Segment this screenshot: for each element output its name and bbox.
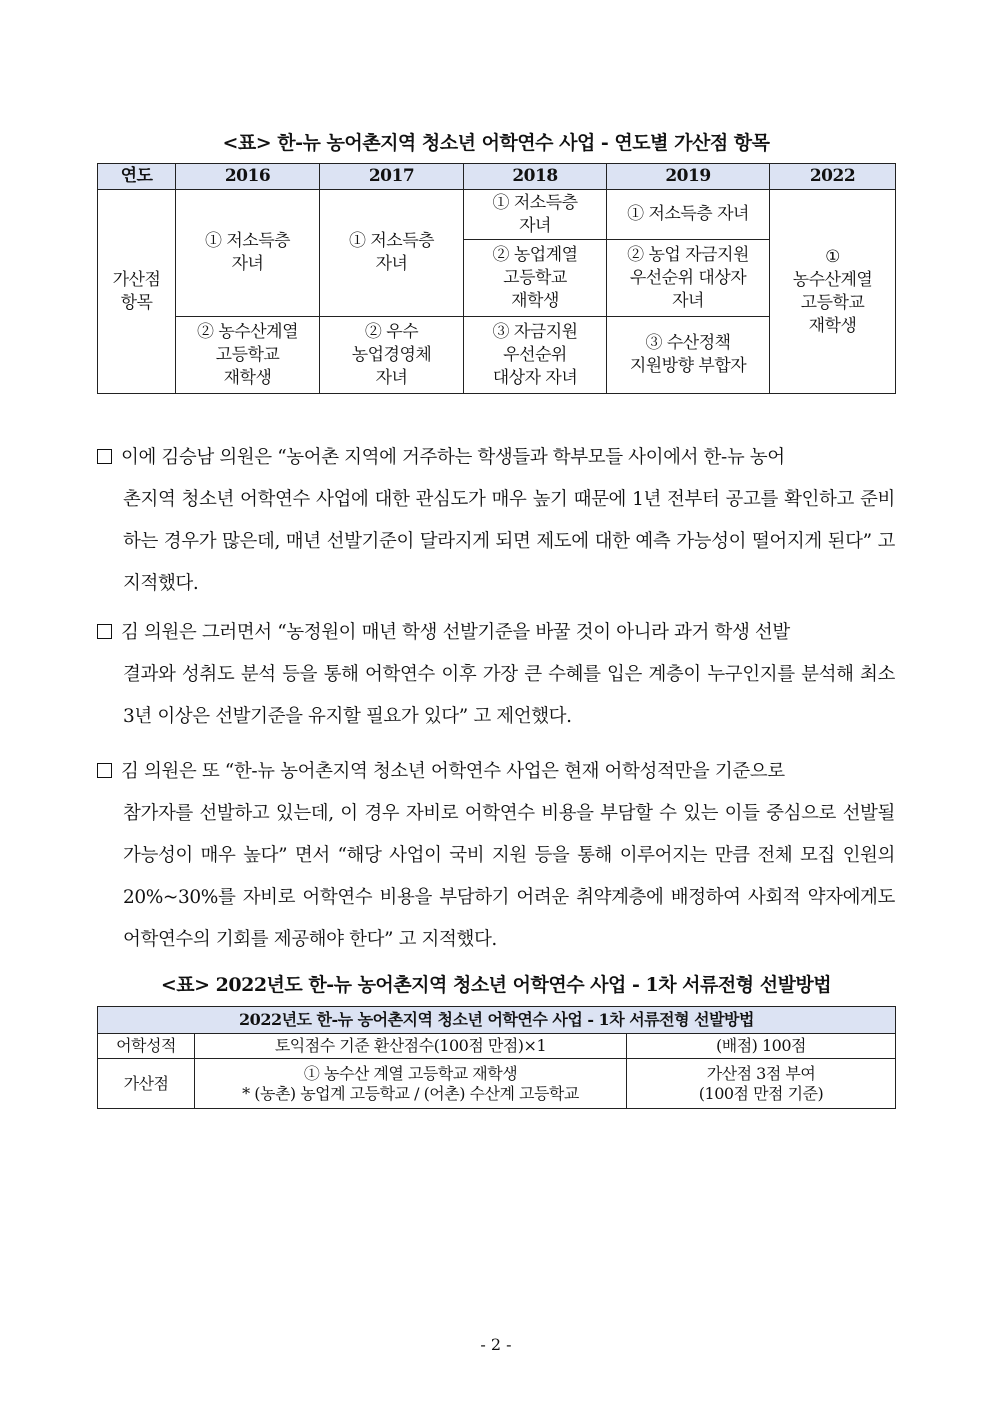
cell-2018-c: ③ 자금지원 우선순위 대상자 자녀 (464, 317, 607, 394)
table2-caption: <표> 2022년도 한-뉴 농어촌지역 청소년 어학연수 사업 - 1차 서류전형 선발방법 (160, 974, 832, 996)
score-language-score: (배점) 100점 (627, 1034, 896, 1059)
paragraph-2 (97, 612, 895, 738)
table-row (98, 1034, 896, 1059)
table-header-row (98, 164, 896, 190)
header-year: 연도 (98, 164, 176, 190)
cell-2018-b: ② 농업계열 고등학교 재학생 (464, 240, 607, 317)
checkbox-bullet-icon (97, 763, 112, 778)
table-row (98, 190, 896, 240)
paragraph-1-first-line: 이에 김승남 의원은 “농어촌 지역에 거주하는 학생들과 학부모들 사이에서 한-뉴 농어 (121, 447, 785, 468)
header-2018: 2018 (464, 164, 607, 190)
header-2019: 2019 (607, 164, 770, 190)
criteria-language-score: 토익점수 기준 환산점수(100점 만점)×1 (195, 1034, 627, 1059)
row-label: 가산점 항목 (98, 190, 176, 394)
cell-2019-c: ③ 수산정책 지원방향 부합자 (607, 317, 770, 394)
cell-2017-a: ① 저소득층 자녀 (320, 190, 464, 317)
paragraph-3-body: 참가자를 선발하고 있는데, 이 경우 자비로 어학연수 비용을 부담할 수 있는 이들 중심으로 선발될 가능성이 매우 높다” 면서 “해당 사업이 국비 지원 등을 통해 이루어지는 만큼 전체 모집 인원의 20%~30%를 자비로 어학연수 비용을 부담하기 어려운 취약계층에 배정하여 사회적 약자에게도 어학연수의 기회를 제공해야 한다” 고 지적했다. (123, 803, 895, 950)
paragraph-1 (97, 437, 895, 605)
criteria-bonus: ① 농수산 계열 고등학교 재학생 * (농촌) 농업계 고등학교 / (어촌) 수산계 고등학교 (195, 1059, 627, 1109)
paragraph-2-body: 결과와 성취도 분석 등을 통해 어학연수 이후 가장 큰 수혜를 입은 계층이 누구인지를 분석해 최소 3년 이상은 선발기준을 유지할 필요가 있다” 고 제언했다. (123, 664, 895, 727)
bonus-points-by-year-table (97, 163, 896, 394)
table1-caption: <표> 한-뉴 농어촌지역 청소년 어학연수 사업 - 연도별 가산점 항목 (222, 132, 770, 154)
selection-method-table (97, 1006, 896, 1109)
header-2016: 2016 (176, 164, 320, 190)
row-label-bonus: 가산점 (98, 1059, 195, 1109)
paragraph-2-first-line: 김 의원은 그러면서 “농정원이 매년 학생 선발기준을 바꿀 것이 아니라 과거 학생 선발 (121, 622, 790, 643)
checkbox-bullet-icon (97, 449, 112, 464)
cell-2017-b: ② 우수 농업경영체 자녀 (320, 317, 464, 394)
paragraph-1-body: 촌지역 청소년 어학연수 사업에 대한 관심도가 매우 높기 때문에 1년 전부터 공고를 확인하고 준비하는 경우가 많은데, 매년 선발기준이 달라지게 되면 제도에 대한 예측 가능성이 떨어지게 된다” 고 지적했다. (123, 489, 895, 594)
header-2017: 2017 (320, 164, 464, 190)
cell-2019-b: ② 농업 자금지원 우선순위 대상자 자녀 (607, 240, 770, 317)
cell-2018-a: ① 저소득층 자녀 (464, 190, 607, 240)
score-bonus: 가산점 3점 부여 (100점 만점 기준) (627, 1059, 896, 1109)
table-row (98, 1059, 896, 1109)
checkbox-bullet-icon (97, 624, 112, 639)
cell-2016-b: ② 농수산계열 고등학교 재학생 (176, 317, 320, 394)
page-number: - 2 - (480, 1335, 512, 1354)
paragraph-3 (97, 751, 895, 961)
header-2022: 2022 (770, 164, 896, 190)
cell-2022-a: ① 농수산계열 고등학교 재학생 (770, 190, 896, 394)
row-label-language-score: 어학성적 (98, 1034, 195, 1059)
table2-header: 2022년도 한-뉴 농어촌지역 청소년 어학연수 사업 - 1차 서류전형 선발방법 (98, 1007, 896, 1034)
cell-2019-a: ① 저소득층 자녀 (607, 190, 770, 240)
paragraph-3-first-line: 김 의원은 또 “한-뉴 농어촌지역 청소년 어학연수 사업은 현재 어학성적만을 기준으로 (121, 761, 785, 782)
cell-2016-a: ① 저소득층 자녀 (176, 190, 320, 317)
table-header-row (98, 1007, 896, 1034)
